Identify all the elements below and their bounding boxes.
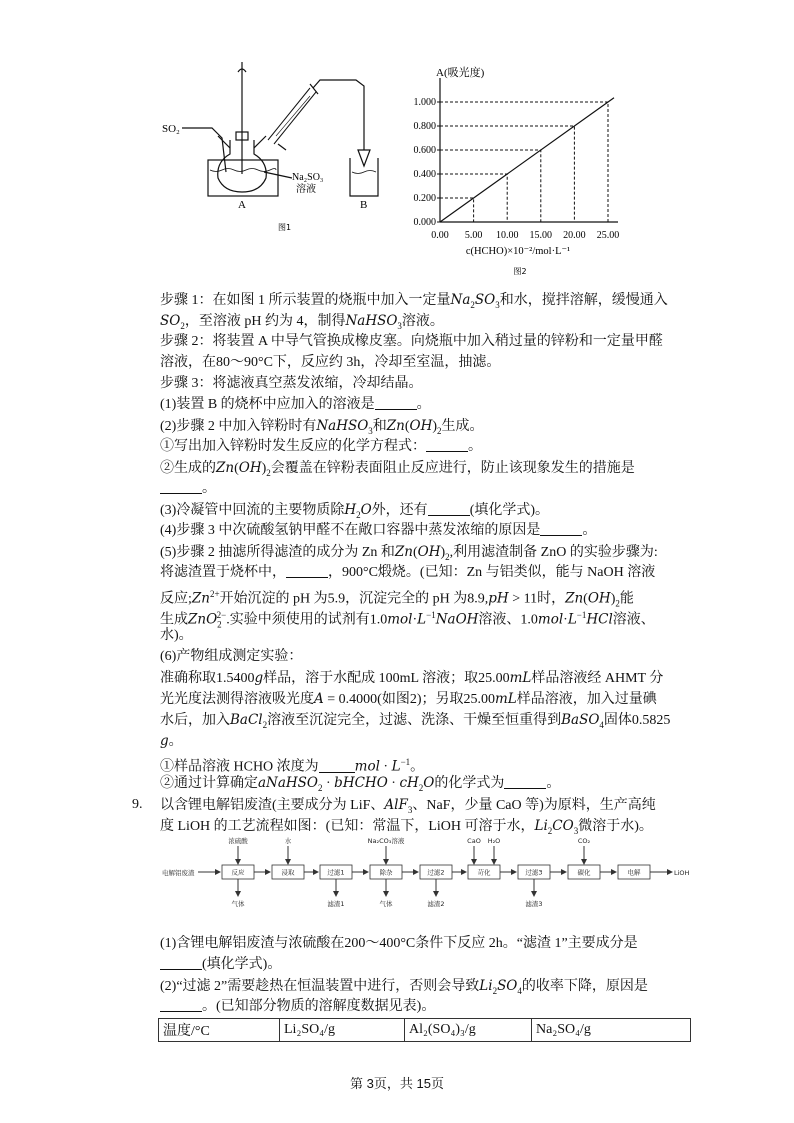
answer-blank[interactable] (375, 395, 417, 410)
step-2-line-1: 步骤 2：将装置 A 中导气管换成橡皮塞。向烧瓶中加入稍过量的锌粉和一定量甲醛 (160, 334, 663, 349)
q8-part-5-line-4: 生成ZnO$_2^{2-}$.实验中须使用的试剂有$1.0mol\cdot L^{-1}NaOH$溶液、$1.0mol\cdot L^{-1}HCl$溶液、 (160, 610, 655, 630)
flow-byproduct-label: 滤渣1 (327, 900, 345, 908)
flow-step-label: 过滤1 (327, 868, 345, 877)
figure-2-caption: 图2 (513, 267, 527, 276)
x-tick-label: 25.00 (596, 230, 620, 241)
step-3-line: 步骤 3：将滤液真空蒸发浓缩，冷却结晶。 (160, 376, 423, 391)
flow-byproduct-label: 滤渣3 (525, 900, 543, 908)
q8-part-6-line-4: g。 (160, 733, 183, 749)
y-tick-label: 0.600 (413, 145, 436, 156)
answer-blank[interactable] (319, 758, 355, 773)
q9-intro-line-1: 以含锂电解铝废渣(主要成分为 LiF、AlF$_3$、NaF，少量 CaO 等)为原料，生产高纯 (160, 797, 656, 815)
flow-step-label: 碳化 (577, 868, 591, 877)
q9-part-2-line-1: (2)“过滤 2”需要趁热在恒温装置中进行，否则会导致$Li_2SO_4$的收率下降，原因是 (160, 978, 648, 996)
flow-step-label: 过滤3 (525, 868, 543, 877)
q9-part-2-line-2: 。(已知部分物质的溶解度数据见表)。 (160, 997, 435, 1017)
flow-reagent-label: Na₂CO₃溶液 (367, 837, 405, 845)
figure-1-apparatus (160, 62, 390, 238)
q8-part-6-1: ①样品溶液 HCHO 浓度为 mol · $L^{-1}$。 (160, 757, 425, 775)
q8-part-5-line-1: (5)步骤 2 抽滤所得滤渣的成分为 Zn 和$Zn(OH)_2$,利用滤渣制备 ZnO 的实验步骤为: (160, 544, 658, 562)
q8-part-6-line-2: 光光度法测得溶液吸光度A = 0.4000(如图2)；另取25.00mL样品溶液，加入过量碘 (160, 691, 657, 707)
q8-part-6-line-3: 水后，加入BaCl$_2$溶液至沉淀完全，过滤、洗涤、干燥至恒重得到BaSO$_4$固体0.5825 (160, 712, 671, 730)
process-flow-diagram (160, 836, 700, 908)
x-tick-label: 20.00 (563, 230, 586, 241)
table-header-row (159, 1019, 691, 1042)
q9-intro-line-2: 度 LiOH 的工艺流程如图：(已知：常温下，LiOH 可溶于水，$Li_2CO_3$微溶于水)。 (160, 818, 653, 836)
flow-step-label: 过滤2 (427, 868, 445, 877)
q8-part-6-2: ②通过计算确定aNaHSO$_2$ · bHCHO · $cH_2O$的化学式为 。 (160, 775, 561, 793)
step-1-line-1: 步骤 1：在如图 1 所示装置的烧瓶中加入一定量$Na_2SO_3$和水，搅拌溶解，缓慢通入 (160, 292, 668, 310)
step-1-line-2: $SO_2$，至溶液 pH 约为 4，制得NaHSO$_3$溶液。 (160, 313, 444, 331)
x-tick-label: 15.00 (529, 230, 553, 241)
so2-label: SO₂ (162, 123, 180, 135)
q8-part-4: (4)步骤 3 中次硫酸氢钠甲醛不在敞口容器中蒸发浓缩的原因是 。 (160, 523, 597, 538)
flow-step-label: 电解 (627, 868, 641, 877)
y-axis-label: A(吸光度) (436, 67, 485, 79)
table-header-cell: 温度/°C (159, 1019, 280, 1042)
x-tick-label: 5.00 (464, 230, 483, 241)
q8-part-2-1: ①写出加入锌粉时发生反应的化学方程式： 。 (160, 439, 482, 454)
q8-part-1: (1)装置 B 的烧杯中应加入的溶液是 。 (160, 397, 431, 412)
solubility-table (158, 1018, 691, 1042)
q8-part-2-2: ②生成的$Zn(OH)_2$会覆盖在锌粉表面阻止反应进行，防止该现象发生的措施是 (160, 460, 635, 478)
figure-2-chart (398, 67, 628, 284)
x-tick-label: 0.00 (431, 230, 449, 241)
table-header-cell: Li₂SO₄/g (280, 1019, 405, 1042)
answer-blank[interactable] (428, 501, 470, 516)
answer-blank[interactable] (160, 955, 202, 970)
q8-part-5-line-3: 反应$;Zn^{2+}$开始沉淀的 pH 为5.9，沉淀完全的 pH 为8.9,pH > 11时，$Zn(OH)_2$能 (160, 589, 634, 609)
flow-output: LiOH (674, 869, 690, 877)
flow-byproduct-label: 滤渣2 (427, 900, 445, 908)
answer-blank[interactable] (540, 521, 582, 536)
y-tick-label: 0.200 (413, 193, 436, 204)
q8-part-2: (2)步骤 2 中加入锌粉时有NaHSO$_3$和$Zn(OH)_2$生成。 (160, 418, 484, 436)
answer-blank[interactable] (286, 563, 328, 578)
answer-blank[interactable] (504, 774, 546, 789)
question-9-number: 9. (132, 797, 143, 812)
table-header-cell: Al₂(SO₄)₃/g (405, 1019, 532, 1042)
x-tick-label: 10.00 (495, 230, 519, 241)
y-tick-label: 1.000 (413, 97, 436, 108)
page-footer: 第 3页，共 15页 (350, 1076, 444, 1091)
label-a: A (238, 199, 246, 211)
flow-reagent-label: CaO (467, 837, 481, 845)
na2so3-label: Na₂SO₃ (292, 172, 324, 183)
q8-part-5-line-2: 将滤渣置于烧杯中， ，900°C煅烧。(已知：Zn 与铝类似，能与 NaOH 溶液 (160, 565, 656, 580)
label-b: B (360, 199, 368, 211)
answer-blank[interactable] (160, 997, 202, 1012)
flow-step-label: 反应 (231, 868, 245, 877)
q8-part-6-line-1: 准确称取1.5400g样品，溶于水配成 100mL 溶液；取25.00mL样品溶液经 AHMT 分 (160, 670, 664, 686)
y-tick-label: 0.000 (413, 217, 436, 228)
flow-reagent-label: 浓硫酸 (228, 837, 248, 845)
flow-byproduct-label: 气体 (379, 900, 393, 908)
answer-blank[interactable] (160, 479, 202, 494)
table-header-cell: Na₂SO₄/g (532, 1019, 691, 1042)
flow-byproduct-label: 气体 (231, 900, 245, 908)
x-axis-label: c(HCHO)×10⁻²/mol·L⁻¹ (465, 246, 571, 257)
flow-input: 电解铝废渣 (162, 869, 195, 877)
step-2-line-2: 溶液，在80～90°C下，反应约 3h，冷却至室温，抽滤。 (160, 355, 501, 370)
flow-reagent-label: CO₂ (577, 837, 591, 845)
figure-1-caption: 图1 (278, 223, 292, 232)
flow-reagent-label: 水 (284, 837, 292, 845)
q9-part-1-line-2: (填化学式)。 (160, 955, 281, 975)
answer-blank[interactable] (426, 437, 468, 452)
flow-step-label: 除杂 (379, 868, 393, 877)
flow-step-label: 苛化 (477, 868, 491, 877)
q8-part-5-line-5: 水)。 (160, 628, 193, 643)
flow-reagent-label: H₂O (487, 837, 501, 845)
q9-part-1-line-1: (1)含锂电解铝废渣与浓硫酸在200～400°C条件下反应 2h。“滤渣 1”主要成分是 (160, 936, 638, 951)
y-tick-label: 0.800 (413, 121, 436, 132)
calibration-line (440, 98, 614, 222)
q8-part-3: (3)冷凝管中回流的主要物质除$H_2O$外，还有 (填化学式)。 (160, 502, 550, 520)
q8-part-2-2-cont: 。 (160, 479, 216, 499)
q8-part-6: (6)产物组成测定实验： (160, 649, 303, 664)
flow-step-label: 浸取 (281, 868, 295, 877)
solution-label: 溶液 (296, 184, 316, 195)
y-tick-label: 0.400 (413, 169, 436, 180)
